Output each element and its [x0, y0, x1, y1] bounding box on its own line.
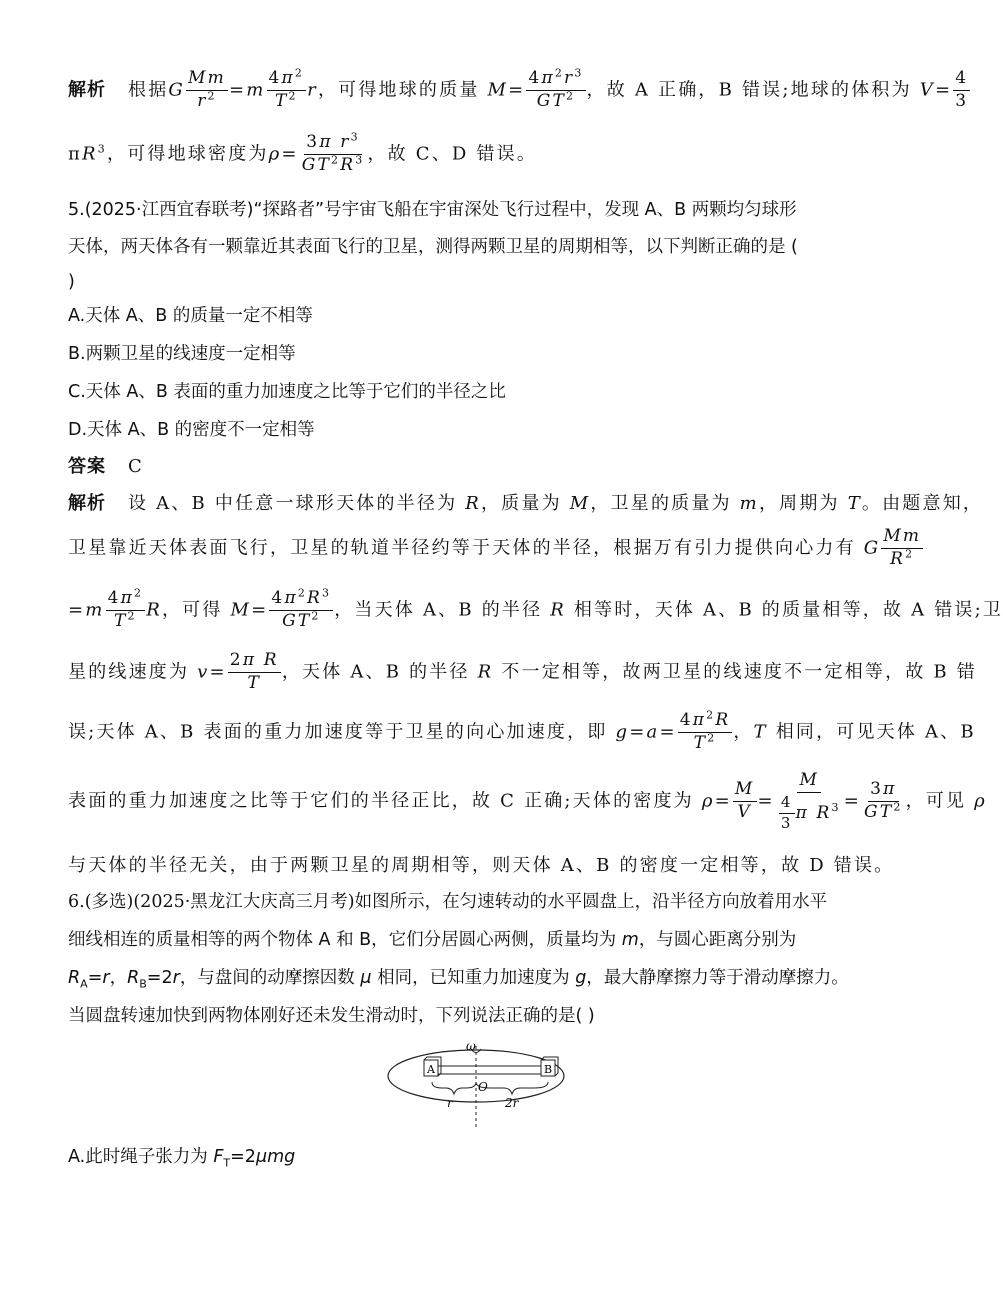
q6-stem-line3: $R_A=r$，$R_B=2r$，与盘间的动摩擦因数 μ 相同，已知重力加速度为 g，最大静摩擦力等于滑动摩擦力。	[68, 968, 849, 991]
q5-analysis-line1: 解析 设 A、B 中任意一球形天体的半径为 R，质量为 M，卫星的质量为 m，周期为 T。由题意知，	[68, 493, 984, 514]
q5-analysis-line3: =m $\frac{4\pi^2}{T^2}$ R，可得 M= $\frac{4\pi^2R^3}{GT^2}$ ，当天体 A、B 的半径 R 相等时，天体 A、B 的质量相等，故 A 错误;卫	[68, 586, 1003, 631]
q5-analysis-line2: 卫星靠近天体表面飞行，卫星的轨道半径约等于天体的半径，根据万有引力提供向心力有 G $\frac{Mm}{R^2}$	[68, 526, 922, 569]
rotating-disk-figure	[380, 1036, 570, 1136]
q5-option-d: D.天体 A、B 的密度不一定相等	[68, 420, 315, 440]
brace-r	[432, 1082, 476, 1094]
dist-2r-label: 2r	[505, 1096, 519, 1110]
block-a-label: A	[427, 1063, 435, 1076]
q6-stem-line4: 当圆盘转速加快到两物体刚好还未发生滑动时，下列说法正确的是( )	[68, 1006, 595, 1026]
q5-option-c: C.天体 A、B 表面的重力加速度之比等于它们的半径之比	[68, 382, 506, 402]
prev-analysis-line2: $\pi R^3$，可得地球密度为ρ= $\frac{3\pi r^3}{GT^2R^3}$ ，故 C、D 错误。	[68, 130, 538, 175]
dist-r-label: r	[447, 1096, 453, 1110]
q5-answer: 答案 C	[68, 456, 142, 477]
q5-stem-line3: )	[68, 272, 75, 292]
q5-option-b: B.两颗卫星的线速度一定相等	[68, 344, 296, 364]
q6-stem-line2: 细线相连的质量相等的两个物体 A 和 B，它们分居圆心两侧，质量均为 m，与圆心距离分别为	[68, 930, 797, 950]
q5-analysis-line4: 星的线速度为 v= $\frac{\text{2π R}}{T}$ ，天体 A、B 的半径 R 不一定相等，故两卫星的线速度不一定相等，故 B 错	[68, 650, 977, 693]
q5-option-a: A.天体 A、B 的质量一定不相等	[68, 306, 313, 326]
prev-analysis-line1: 解析 根据G $\frac{Mm}{r^2}$ =m $\frac{4\pi^2}{T^2}$ r，可得地球的质量 M= $\frac{4\pi^2r^3}{GT^2}$ ，故 A 正确，B 错误;地球的体积为 V= $\frac{4}{3}$	[68, 66, 969, 111]
q5-analysis-line5: 误;天体 A、B 表面的重力加速度等于卫星的向心加速度，即 g=a= $\frac{4\pi^2R}{T^2}$ ，T 相同，可见天体 A、B	[68, 708, 976, 753]
center-o-label: O	[478, 1080, 488, 1094]
q6-option-a: A.此时绳子张力为 $F_T=2\mu mg$	[68, 1147, 296, 1170]
disk-diagram	[380, 1036, 570, 1132]
q5-stem-line1: 5.(2025·江西宜春联考)“探路者”号宇宙飞船在宇宙深处飞行过程中，发现 A、B 两颗均匀球形	[68, 200, 797, 220]
omega-label: ω	[466, 1039, 476, 1053]
analysis-label: 解析	[68, 79, 106, 101]
q5-analysis-line7: 与天体的半径无关，由于两颗卫星的周期相等，则天体 A、B 的密度一定相等，故 D 错误。	[68, 855, 895, 876]
q5-stem-line2: 天体，两天体各有一颗靠近其表面飞行的卫星，测得两颗卫星的周期相等，以下判断正确的是 (	[68, 237, 798, 257]
block-b-label: B	[544, 1063, 553, 1076]
q6-stem-line1: 6.(多选)(2025·黑龙江大庆高三月考)如图所示，在匀速转动的水平圆盘上，沿半径方向放着用水平	[68, 892, 828, 912]
q5-analysis-line6: 表面的重力加速度之比等于它们的半径正比，故 C 正确;天体的密度为 ρ= $\frac{M}{V}$ = M $\frac{4}{3}$ π $R^3$ = $\frac{3\pi}{GT^2}$ ，可见 ρ	[68, 770, 987, 832]
